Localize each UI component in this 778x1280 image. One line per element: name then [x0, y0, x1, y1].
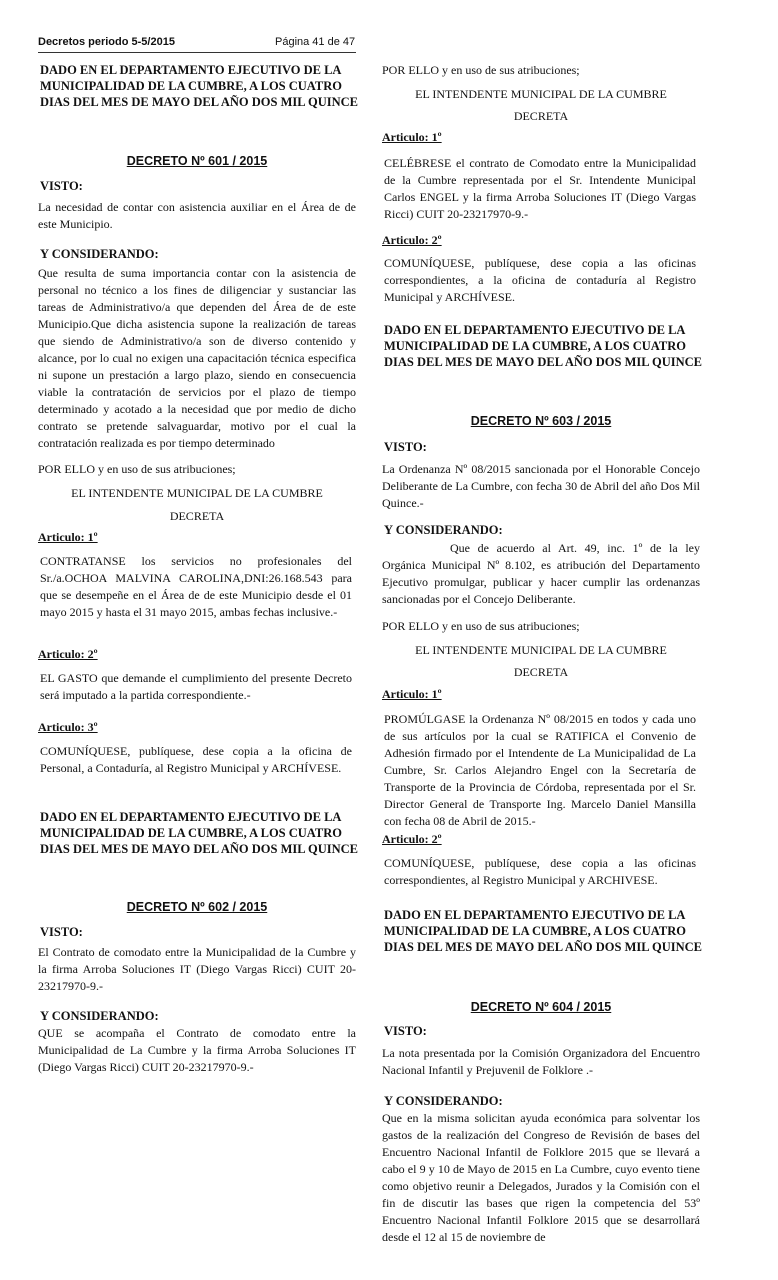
decreta-text: DECRETA [169, 509, 225, 523]
article-1-text: PROMÚLGASE la Ordenanza Nº 08/2015 en todos y cada uno de sus artículos por la cual se RATIFICA el Convenio de Adhesión firmado por el Intendente de La Municipalidad de La Cumbre, Sr. Carlos Alejandro Engel con la Secretaría de Transporte de la Provincia de Córdoba, representada por el Sr. Director General de Transporte Ing. Marcelo Daniel Mansilla con fecha 08 de Abril de 2015.- [384, 712, 696, 828]
intendente-text: EL INTENDENTE MUNICIPAL DE LA CUMBRE [415, 643, 667, 657]
article-1-label: Articulo: 1º [382, 130, 442, 144]
decree-604-title: DECRETO Nº 604 / 2015 [470, 1000, 612, 1014]
dado-block: DADO EN EL DEPARTAMENTO EJECUTIVO DE LA MUNICIPALIDAD DE LA CUMBRE, A LOS CUATRO DIAS DEL MES DE MAYO DEL AÑO DOS MIL QUINCE [384, 908, 703, 954]
visto-text: La necesidad de contar con asistencia auxiliar en el Área de de este Municipio. [38, 200, 356, 231]
decree-601-title: DECRETO Nº 601 / 2015 [126, 154, 268, 168]
dado-block: DADO EN EL DEPARTAMENTO EJECUTIVO DE LA MUNICIPALIDAD DE LA CUMBRE, A LOS CUATRO DIAS DEL MES DE MAYO DEL AÑO DOS MIL QUINCE [40, 810, 359, 856]
visto-label: VISTO: [384, 440, 427, 454]
decreta-text: DECRETA [513, 109, 569, 123]
article-1-text: CONTRATANSE los servicios no profesionales del Sr./a.OCHOA MALVINA CAROLINA,DNI:26.168.543 para que se desempeñe en el Área de de este Municipio desde el 01 mayo 2015 y hasta el 31 mayo 2015, ambas fechas inclusive.- [40, 554, 352, 619]
visto-text: La Ordenanza Nº 08/2015 sancionada por el Honorable Concejo Deliberante de La Cumbre, con fecha 30 de Abril del año Dos Mil Quince.- [382, 462, 700, 510]
header-divider [38, 52, 356, 53]
considerando-label: Y CONSIDERANDO: [384, 523, 503, 537]
considerando-label: Y CONSIDERANDO: [40, 1009, 159, 1023]
page-number: Página 41 de 47 [275, 36, 356, 48]
por-ello-text: POR ELLO y en uso de sus atribuciones; [382, 63, 580, 77]
visto-label: VISTO: [384, 1024, 427, 1038]
article-1-text: CELÉBRESE el contrato de Comodato entre la Municipalidad de la Cumbre representada por el Sr. Intendente Municipal Carlos ENGEL y la firma Arroba Soluciones IT (Diego Vargas Ricci) CUIT 20-23217970-9.- [384, 156, 696, 221]
article-2-label: Articulo: 2º [382, 233, 442, 247]
por-ello-text: POR ELLO y en uso de sus atribuciones; [38, 462, 236, 476]
visto-label: VISTO: [40, 179, 83, 193]
visto-text: La nota presentada por la Comisión Organizadora del Encuentro Nacional Infantil y Prejuvenil de Folklore .- [382, 1046, 700, 1077]
por-ello-text: POR ELLO y en uso de sus atribuciones; [382, 619, 580, 633]
decree-602-title: DECRETO Nº 602 / 2015 [126, 900, 268, 914]
considerando-text: Que resulta de suma importancia contar con la asistencia de personal no técnico a los fines de diligenciar y sustanciar las tareas de Administrativo/a que dependen del Área de de este Municipio.Que dicha asistencia supone la realización de tareas que siendo de Administrativo/a son de diverso contenido y alcance, por lo cual no exigen una capacitación técnica especifica ni supone un prestación a largo plazo, siendo en consecuencia viable la contratación de servicios por el plazo de tiempo determinado y acotado a la necesidad que por medio de dicho contrato se pretende salvaguardar, motivo por el cual la contratación realizada es por tiempo determinado [38, 266, 356, 450]
dado-block: DADO EN EL DEPARTAMENTO EJECUTIVO DE LA MUNICIPALIDAD DE LA CUMBRE, A LOS CUATRO DIAS DEL MES DE MAYO DEL AÑO DOS MIL QUINCE [384, 323, 703, 369]
considerando-label: Y CONSIDERANDO: [384, 1094, 503, 1108]
visto-label: VISTO: [40, 925, 83, 939]
decreta-text: DECRETA [513, 665, 569, 679]
article-2-label: Articulo: 2º [38, 647, 98, 661]
considerando-text: Que de acuerdo al Art. 49, inc. 1º de la ley Orgánica Municipal Nº 8.102, es atribución del Departamento Ejecutivo promulgar, publicar y hacer cumplir las ordenanzas sancionadas por el Concejo Deliberante. [382, 541, 700, 606]
intendente-text: EL INTENDENTE MUNICIPAL DE LA CUMBRE [71, 486, 323, 500]
intendente-text: EL INTENDENTE MUNICIPAL DE LA CUMBRE [415, 87, 667, 101]
considerando-label: Y CONSIDERANDO: [40, 247, 159, 261]
considerando-text: QUE se acompaña el Contrato de comodato entre la Municipalidad de La Cumbre y la firma Arroba Soluciones IT (Diego Vargas Ricci) CUIT 20-23217970-9.- [38, 1026, 356, 1074]
dado-block: DADO EN EL DEPARTAMENTO EJECUTIVO DE LA MUNICIPALIDAD DE LA CUMBRE, A LOS CUATRO DIAS DEL MES DE MAYO DEL AÑO DOS MIL QUINCE [40, 63, 359, 109]
article-1-label: Articulo: 1º [38, 530, 98, 544]
article-3-label: Articulo: 3º [38, 720, 98, 734]
article-2-text: COMUNÍQUESE, publíquese, dese copia a las oficinas correspondientes, a la oficina de contaduría al Registro Municipal y ARCHÍVESE. [384, 256, 696, 304]
considerando-text: Que en la misma solicitan ayuda económica para solventar los gastos de la realización del Congreso de Revisión de bases del Encuentro Nacional Infantil de Folklore 2015 que se llevará a cabo el 9 y 10 de Mayo de 2015 en La Cumbre, cuyo evento tiene como objetivo reunir a Delegados, Jurados y la Comisión con el fin de discutir las bases que rigen la competencia del 53º Encuentro Nacional Infantil Folklore 2015 que se desarrollará desde el 12 al 15 de noviembre de [382, 1111, 700, 1244]
article-3-text: COMUNÍQUESE, publíquese, dese copia a la oficina de Personal, a Contaduría, al Registro Municipal y ARCHÍVESE. [40, 744, 352, 775]
article-2-label: Articulo: 2º [382, 832, 442, 846]
article-2-text: EL GASTO que demande el cumplimiento del presente Decreto será imputado a la partida correspondiente.- [40, 671, 352, 702]
header-title: Decretos periodo 5-5/2015 [38, 36, 175, 48]
article-2-text: COMUNÍQUESE, publíquese, dese copia a las oficinas correspondientes, al Registro Municipal y ARCHIVESE. [384, 856, 696, 887]
visto-text: El Contrato de comodato entre la Municipalidad de la Cumbre y la firma Arroba Soluciones IT (Diego Vargas Ricci) CUIT 20-23217970-9.- [38, 945, 356, 993]
article-1-label: Articulo: 1º [382, 687, 442, 701]
page-header [38, 36, 356, 48]
decree-603-title: DECRETO Nº 603 / 2015 [470, 414, 612, 428]
